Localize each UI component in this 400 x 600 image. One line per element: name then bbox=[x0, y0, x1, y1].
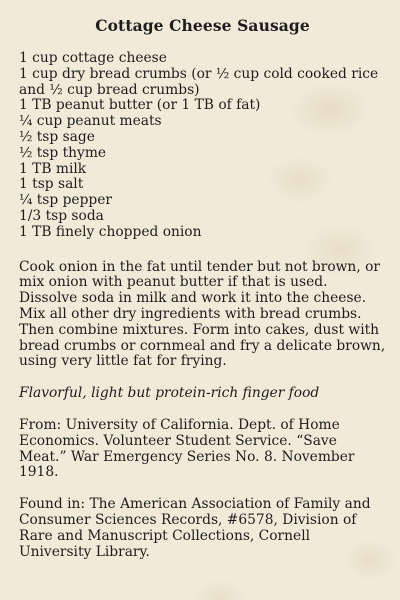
ingredient-item: 1 cup cottage cheese bbox=[19, 50, 167, 66]
recipe-tagline: Flavorful, light but protein-rich finger food bbox=[19, 385, 320, 402]
ingredient-item: 1 TB peanut butter (or 1 TB of fat) bbox=[19, 97, 261, 114]
ingredient-item: ½ tsp thyme bbox=[19, 144, 107, 161]
ingredient-item: 1/3 tsp soda bbox=[19, 207, 104, 224]
ingredient-item: ¼ cup peanut meats bbox=[19, 113, 162, 130]
ingredient-item: 1 TB milk bbox=[19, 160, 87, 177]
ingredient-item: 1 cup dry bread crumbs (or ½ cup cold cooked rice and ½ cup bread crumbs) bbox=[19, 65, 379, 98]
archive-citation: Found in: The American Association of Family and Consumer Sciences Records, #6578, Division of Rare and Manuscript Collections, Cornell University Library. bbox=[19, 496, 371, 560]
recipe-instructions: Cook onion in the fat until tender but not brown, or mix onion with peanut butter if that is used. Dissolve soda in milk and work it into the cheese. Mix all other dry ingredients with bread crumbs. Then combine mixtures. Form into cakes, dust with bread crumbs or cornmeal and fry a delicate brown, using very little fat for frying. bbox=[19, 258, 386, 370]
source-citation: From: University of California. Dept. of Home Economics. Volunteer Student Service. “Save Meat.” War Emergency Series No. 8. November 1918. bbox=[19, 416, 355, 481]
ingredient-item: 1 TB finely chopped onion bbox=[19, 223, 202, 240]
ingredient-item: 1 tsp salt bbox=[19, 176, 84, 193]
recipe-title: Cottage Cheese Sausage bbox=[95, 16, 310, 35]
ingredient-list bbox=[19, 51, 386, 241]
ingredient-item: ½ tsp sage bbox=[19, 128, 95, 145]
ingredient-item: ¼ tsp pepper bbox=[19, 192, 113, 209]
